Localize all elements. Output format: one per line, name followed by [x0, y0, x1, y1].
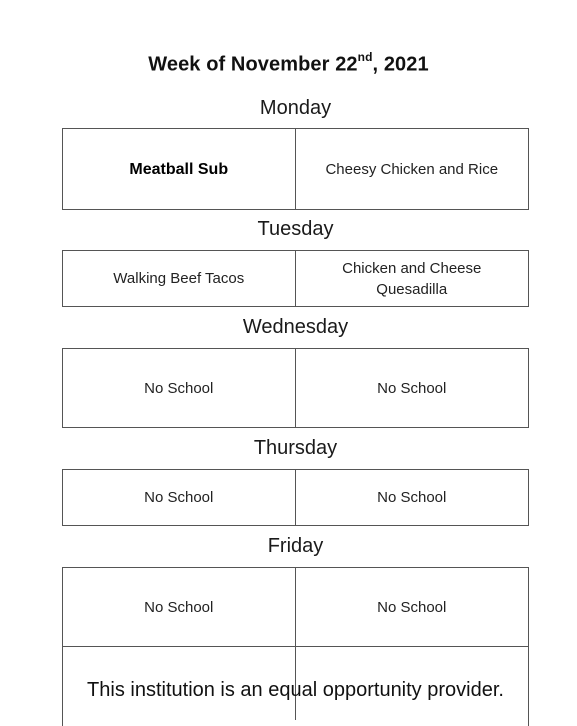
- day-heading-monday: Monday: [259, 97, 332, 119]
- menu-item-friday-left: No School: [63, 568, 296, 646]
- menu-item-tuesday-left: Walking Beef Tacos: [63, 251, 296, 306]
- menu-item-thursday-left: No School: [63, 470, 296, 525]
- menu-box-tuesday: [62, 250, 529, 307]
- title-year: , 2021: [372, 53, 429, 76]
- menu-box-monday: [62, 128, 529, 210]
- menu-item-thursday-right: No School: [377, 489, 447, 506]
- menu-item-monday-right: Cheesy Chicken and Rice: [325, 160, 499, 178]
- menu-item-wednesday-left: No School: [63, 349, 296, 427]
- menu-item-wednesday-right: No School: [377, 379, 447, 397]
- menu-box-wednesday: [62, 348, 529, 428]
- day-heading-friday: Friday: [267, 535, 324, 557]
- menu-box-thursday: [62, 469, 529, 526]
- title-text: Week of November 22: [148, 53, 358, 76]
- menu-item-monday-left: Meatball Sub: [63, 129, 296, 209]
- day-heading-wednesday: Wednesday: [242, 316, 349, 338]
- page-title: [0, 52, 577, 77]
- nondiscrimination-statement: This institution is an equal opportunity provider.: [87, 679, 504, 701]
- day-heading-tuesday: Tuesday: [257, 218, 334, 240]
- menu-item-friday-right: No School: [377, 598, 447, 616]
- title-suffix: nd: [357, 50, 373, 64]
- day-heading-thursday: Thursday: [253, 437, 338, 459]
- menu-item-tuesday-right: Chicken and Cheese Quesadilla: [342, 259, 482, 298]
- menu-box-friday: [62, 567, 529, 647]
